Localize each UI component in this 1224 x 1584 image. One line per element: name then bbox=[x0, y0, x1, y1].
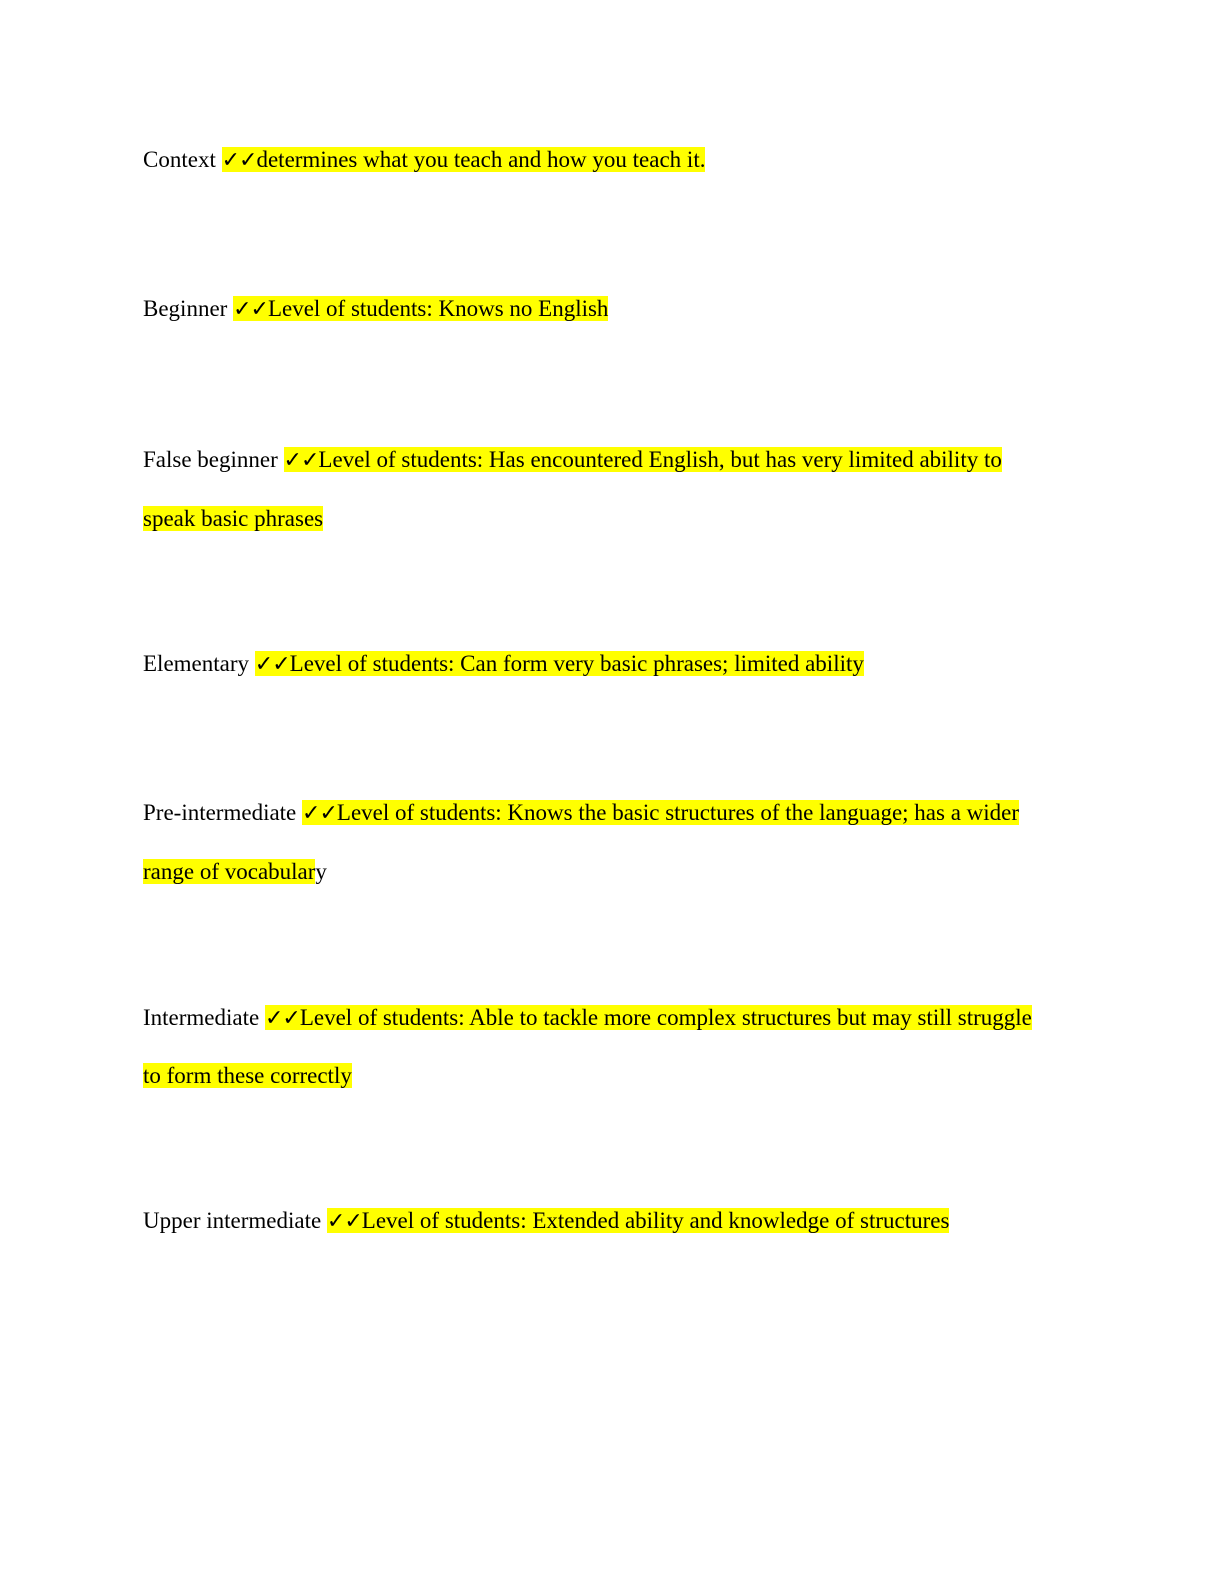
entry-context bbox=[143, 145, 705, 175]
entry-term: Pre-intermediate bbox=[143, 800, 303, 825]
entry-intermediate bbox=[143, 1003, 1032, 1033]
entry-upper-intermediate bbox=[143, 1206, 949, 1236]
entry-definition: Level of students: Knows the basic structures of the language; has a wider bbox=[336, 800, 1020, 825]
entry-definition: Level of students: Can form very basic phrases; limited ability bbox=[289, 651, 864, 676]
entry-definition: Level of students: Has encountered English, but has very limited ability to bbox=[318, 447, 1002, 472]
entry-false-beginner-continuation bbox=[143, 504, 323, 534]
double-check-icon: ✓✓ bbox=[326, 1209, 362, 1234]
entry-pre-intermediate-continuation bbox=[143, 857, 327, 887]
entry-definition-continued: speak basic phrases bbox=[143, 506, 324, 531]
double-check-icon: ✓✓ bbox=[233, 297, 268, 322]
entry-definition: determines what you teach and how you teach it. bbox=[256, 147, 706, 172]
entry-definition: Level of students: Able to tackle more complex structures but may still struggle bbox=[299, 1005, 1032, 1030]
entry-definition: Level of students: Knows no English bbox=[267, 296, 609, 321]
entry-term: False beginner bbox=[143, 447, 284, 472]
entry-intermediate-continuation bbox=[143, 1061, 352, 1091]
entry-definition-continued: to form these correctly bbox=[143, 1063, 352, 1088]
entry-pre-intermediate bbox=[143, 798, 1019, 828]
entry-term: Elementary bbox=[143, 651, 255, 676]
entry-term: Intermediate bbox=[143, 1005, 265, 1030]
double-check-icon: ✓✓ bbox=[283, 448, 319, 473]
double-check-icon: ✓✓ bbox=[221, 148, 257, 173]
entry-false-beginner bbox=[143, 445, 1002, 475]
entry-term: Upper intermediate bbox=[143, 1208, 327, 1233]
entry-definition: Level of students: Extended ability and knowledge of structures bbox=[361, 1208, 950, 1233]
double-check-icon: ✓✓ bbox=[302, 801, 337, 826]
entry-beginner bbox=[143, 294, 608, 324]
entry-definition-trailing: y bbox=[315, 859, 327, 884]
double-check-icon: ✓✓ bbox=[254, 652, 290, 677]
entry-definition-continued: range of vocabular bbox=[143, 859, 316, 884]
entry-term: Beginner bbox=[143, 296, 234, 321]
double-check-icon: ✓✓ bbox=[264, 1006, 300, 1031]
entry-elementary bbox=[143, 649, 864, 679]
entry-term: Context bbox=[143, 147, 222, 172]
